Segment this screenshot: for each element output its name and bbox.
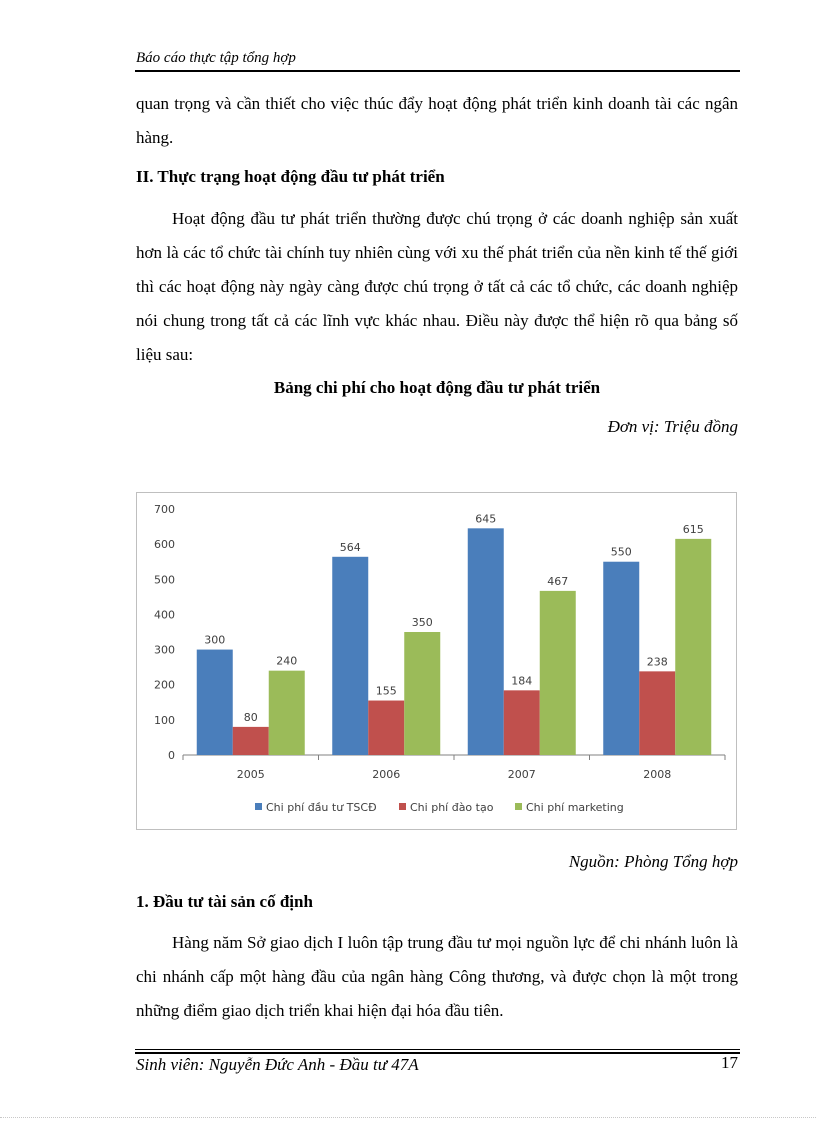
legend-swatch xyxy=(399,803,406,810)
section-heading: II. Thực trạng hoạt động đầu tư phát triển xyxy=(136,167,445,186)
legend-swatch xyxy=(515,803,522,810)
bar xyxy=(404,632,440,755)
data-label: 350 xyxy=(411,616,433,629)
page-bottom-edge xyxy=(0,1117,816,1118)
data-label: 564 xyxy=(339,540,361,554)
legend-label: Chi phí đào tạo xyxy=(410,801,494,814)
bar xyxy=(332,557,368,755)
legend-label: Chi phí marketing xyxy=(526,801,624,814)
data-label: 155 xyxy=(375,684,397,698)
bar xyxy=(639,671,675,755)
x-tick-label: 2005 xyxy=(236,768,265,781)
data-label: 238 xyxy=(646,655,668,669)
y-tick-label: 400 xyxy=(154,608,175,622)
data-label: 184 xyxy=(511,674,533,688)
data-label: 550 xyxy=(610,545,632,559)
y-tick-label: 100 xyxy=(154,713,175,727)
footer-student: Sinh viên: Nguyễn Đức Anh - Đầu tư 47A xyxy=(136,1055,419,1074)
bar xyxy=(675,539,711,755)
bar xyxy=(233,727,269,755)
footer-rule-bottom xyxy=(135,1052,740,1054)
page-number: 17 xyxy=(721,1053,738,1072)
bar xyxy=(368,701,404,755)
subsection-heading: 1. Đầu tư tài sản cố định xyxy=(136,892,313,911)
data-label: 645 xyxy=(475,512,497,526)
y-tick-label: 300 xyxy=(154,643,175,657)
y-tick-label: 0 xyxy=(168,749,175,762)
bar xyxy=(269,671,305,755)
x-tick-label: 2006 xyxy=(372,768,401,781)
footer-rule-top xyxy=(135,1049,740,1050)
data-label: 615 xyxy=(682,522,704,536)
bar xyxy=(540,591,576,755)
bar-chart xyxy=(136,492,737,830)
running-header: Báo cáo thực tập tổng hợp xyxy=(136,50,296,66)
y-tick-label: 700 xyxy=(154,503,175,516)
x-tick-label: 2008 xyxy=(643,768,672,781)
source-label: Nguồn: Phòng Tổng hợp xyxy=(568,852,738,871)
chart-canvas xyxy=(137,493,736,829)
bar xyxy=(197,650,233,755)
data-label: 240 xyxy=(276,654,298,668)
data-label: 80 xyxy=(243,710,258,724)
legend-label: Chi phí đầu tư TSCĐ xyxy=(266,801,377,814)
data-label: 467 xyxy=(547,574,569,588)
paragraph-fixed-assets: Hàng năm Sở giao dịch I luôn tập trung đầu tư mọi nguồn lực để chi nhánh luôn là chi nhánh cấp một hàng đầu của ngân hàng Công thương, và được chọn là một trong những điểm giao dịch triển khai hiện đại hóa đầu tiên. xyxy=(136,933,738,1020)
paragraph-intro: quan trọng và cần thiết cho việc thúc đẩy hoạt động phát triển kinh doanh tài các ngân hàng. xyxy=(136,94,738,147)
unit-label: Đơn vị: Triệu đồng xyxy=(607,417,738,436)
y-tick-label: 200 xyxy=(154,678,175,692)
paragraph-body: Hoạt động đầu tư phát triển thường được chú trọng ở các doanh nghiệp sản xuất hơn là các tổ chức tài chính tuy nhiên cùng với xu thế phát triển của nền kinh tế thế giới thì các hoạt động này ngày càng được chú trọng ở tất cả các tổ chức, các doanh nghiệp nói chung trong tất cả các lĩnh vực khác nhau. Điều này được thể hiện rõ qua bảng số liệu sau: xyxy=(136,209,738,364)
bar xyxy=(603,562,639,755)
x-tick-label: 2007 xyxy=(507,768,536,781)
data-label: 300 xyxy=(204,633,226,647)
table-title: Bảng chi phí cho hoạt động đầu tư phát triển xyxy=(273,378,601,397)
y-tick-label: 600 xyxy=(154,538,175,552)
y-tick-label: 500 xyxy=(154,573,175,587)
bar xyxy=(468,528,504,755)
header-rule xyxy=(135,70,740,72)
legend-swatch xyxy=(255,803,262,810)
bar xyxy=(504,690,540,755)
